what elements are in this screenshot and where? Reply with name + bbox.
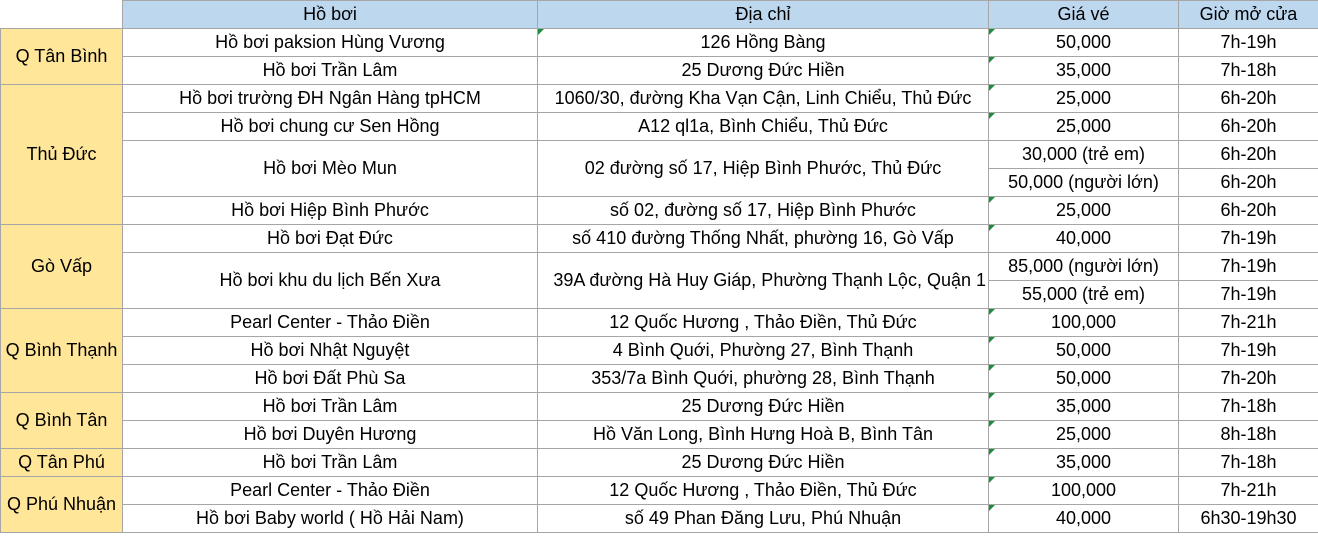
pool-name-cell[interactable]: Hồ bơi paksion Hùng Vương bbox=[123, 29, 538, 57]
price-cell[interactable]: 100,000 bbox=[989, 309, 1179, 337]
pool-name-cell[interactable]: Pearl Center - Thảo Điền bbox=[123, 477, 538, 505]
hours-cell[interactable]: 6h-20h bbox=[1179, 169, 1318, 197]
hours-cell[interactable]: 8h-18h bbox=[1179, 421, 1318, 449]
price-cell[interactable]: 50,000 bbox=[989, 365, 1179, 393]
price-cell[interactable]: 25,000 bbox=[989, 421, 1179, 449]
price-cell[interactable]: 85,000 (người lớn) bbox=[989, 253, 1179, 281]
table-row bbox=[1, 421, 1318, 449]
hours-cell[interactable]: 6h-20h bbox=[1179, 113, 1318, 141]
table-row bbox=[1, 253, 1318, 281]
address-cell[interactable]: 353/7a Bình Quới, phường 28, Bình Thạnh bbox=[538, 365, 989, 393]
address-cell[interactable]: 02 đường số 17, Hiệp Bình Phước, Thủ Đức bbox=[538, 141, 989, 197]
district-cell-tan-phu[interactable]: Q Tân Phú bbox=[1, 449, 123, 477]
price-cell[interactable]: 50,000 (người lớn) bbox=[989, 169, 1179, 197]
district-cell-phu-nhuan[interactable]: Q Phú Nhuận bbox=[1, 477, 123, 533]
address-cell[interactable]: số 02, đường số 17, Hiệp Bình Phước bbox=[538, 197, 989, 225]
district-cell-binh-tan[interactable]: Q Bình Tân bbox=[1, 393, 123, 449]
pool-name-cell[interactable]: Hồ bơi Đạt Đức bbox=[123, 225, 538, 253]
table-row bbox=[1, 29, 1318, 57]
price-cell[interactable]: 100,000 bbox=[989, 477, 1179, 505]
hours-cell[interactable]: 7h-18h bbox=[1179, 393, 1318, 421]
hours-cell[interactable]: 7h-19h bbox=[1179, 225, 1318, 253]
pool-name-cell[interactable]: Hồ bơi Trần Lâm bbox=[123, 449, 538, 477]
pool-name-cell[interactable]: Pearl Center - Thảo Điền bbox=[123, 309, 538, 337]
hours-cell[interactable]: 7h-21h bbox=[1179, 477, 1318, 505]
address-cell[interactable]: 12 Quốc Hương , Thảo Điền, Thủ Đức bbox=[538, 309, 989, 337]
pool-name-cell[interactable]: Hồ bơi chung cư Sen Hồng bbox=[123, 113, 538, 141]
price-cell[interactable]: 50,000 bbox=[989, 29, 1179, 57]
pool-name-cell[interactable]: Hồ bơi Trần Lâm bbox=[123, 57, 538, 85]
price-cell[interactable]: 35,000 bbox=[989, 57, 1179, 85]
header-row bbox=[1, 1, 1318, 29]
table-row bbox=[1, 113, 1318, 141]
address-cell[interactable]: 25 Dương Đức Hiền bbox=[538, 57, 989, 85]
header-price[interactable]: Giá vé bbox=[989, 1, 1179, 29]
address-cell[interactable]: 39A đường Hà Huy Giáp, Phường Thạnh Lộc, Quận 1 bbox=[538, 253, 989, 309]
table-row bbox=[1, 477, 1318, 505]
hours-cell[interactable]: 7h-21h bbox=[1179, 309, 1318, 337]
pool-name-cell[interactable]: Hồ bơi Baby world ( Hồ Hải Nam) bbox=[123, 505, 538, 533]
address-cell[interactable]: 25 Dương Đức Hiền bbox=[538, 393, 989, 421]
table-row bbox=[1, 141, 1318, 169]
table-row bbox=[1, 85, 1318, 113]
address-cell[interactable]: A12 ql1a, Bình Chiểu, Thủ Đức bbox=[538, 113, 989, 141]
pool-name-cell[interactable]: Hồ bơi Mèo Mun bbox=[123, 141, 538, 197]
hours-cell[interactable]: 7h-20h bbox=[1179, 365, 1318, 393]
pool-name-cell[interactable]: Hồ bơi khu du lịch Bến Xưa bbox=[123, 253, 538, 309]
hours-cell[interactable]: 6h-20h bbox=[1179, 85, 1318, 113]
price-cell[interactable]: 40,000 bbox=[989, 225, 1179, 253]
pool-name-cell[interactable]: Hồ bơi Nhật Nguyệt bbox=[123, 337, 538, 365]
header-pool-name[interactable]: Hồ bơi bbox=[123, 1, 538, 29]
address-cell[interactable]: 25 Dương Đức Hiền bbox=[538, 449, 989, 477]
address-cell[interactable]: số 49 Phan Đăng Lưu, Phú Nhuận bbox=[538, 505, 989, 533]
hours-cell[interactable]: 7h-19h bbox=[1179, 281, 1318, 309]
price-cell[interactable]: 30,000 (trẻ em) bbox=[989, 141, 1179, 169]
table-row bbox=[1, 337, 1318, 365]
price-cell[interactable]: 25,000 bbox=[989, 85, 1179, 113]
hours-cell[interactable]: 7h-18h bbox=[1179, 57, 1318, 85]
pool-name-cell[interactable]: Hồ bơi Duyên Hương bbox=[123, 421, 538, 449]
district-cell-tan-binh[interactable]: Q Tân Bình bbox=[1, 29, 123, 85]
table-row bbox=[1, 197, 1318, 225]
district-cell-binh-thanh[interactable]: Q Bình Thạnh bbox=[1, 309, 123, 393]
hours-cell[interactable]: 6h-20h bbox=[1179, 141, 1318, 169]
price-cell[interactable]: 40,000 bbox=[989, 505, 1179, 533]
hours-cell[interactable]: 6h30-19h30 bbox=[1179, 505, 1318, 533]
table-row bbox=[1, 225, 1318, 253]
pool-name-cell[interactable]: Hồ bơi Đất Phù Sa bbox=[123, 365, 538, 393]
price-cell[interactable]: 35,000 bbox=[989, 393, 1179, 421]
price-cell[interactable]: 25,000 bbox=[989, 113, 1179, 141]
hours-cell[interactable]: 7h-19h bbox=[1179, 253, 1318, 281]
hours-cell[interactable]: 7h-18h bbox=[1179, 449, 1318, 477]
hours-cell[interactable]: 6h-20h bbox=[1179, 197, 1318, 225]
price-cell[interactable]: 55,000 (trẻ em) bbox=[989, 281, 1179, 309]
table-row bbox=[1, 393, 1318, 421]
address-cell[interactable]: 126 Hồng Bàng bbox=[538, 29, 989, 57]
table-row bbox=[1, 309, 1318, 337]
corner-cell[interactable] bbox=[1, 1, 123, 29]
pool-name-cell[interactable]: Hồ bơi trường ĐH Ngân Hàng tpHCM bbox=[123, 85, 538, 113]
hours-cell[interactable]: 7h-19h bbox=[1179, 337, 1318, 365]
table-row bbox=[1, 57, 1318, 85]
hours-cell[interactable]: 7h-19h bbox=[1179, 29, 1318, 57]
address-cell[interactable]: số 410 đường Thống Nhất, phường 16, Gò Vấp bbox=[538, 225, 989, 253]
address-cell[interactable]: 12 Quốc Hương , Thảo Điền, Thủ Đức bbox=[538, 477, 989, 505]
address-cell[interactable]: Hồ Văn Long, Bình Hưng Hoà B, Bình Tân bbox=[538, 421, 989, 449]
pool-name-cell[interactable]: Hồ bơi Trần Lâm bbox=[123, 393, 538, 421]
table-row bbox=[1, 365, 1318, 393]
header-hours[interactable]: Giờ mở cửa bbox=[1179, 1, 1318, 29]
price-cell[interactable]: 50,000 bbox=[989, 337, 1179, 365]
district-cell-go-vap[interactable]: Gò Vấp bbox=[1, 225, 123, 309]
pool-name-cell[interactable]: Hồ bơi Hiệp Bình Phước bbox=[123, 197, 538, 225]
address-cell[interactable]: 1060/30, đường Kha Vạn Cận, Linh Chiểu, Thủ Đức bbox=[538, 85, 989, 113]
table-row bbox=[1, 505, 1318, 533]
price-cell[interactable]: 25,000 bbox=[989, 197, 1179, 225]
address-cell[interactable]: 4 Bình Quới, Phường 27, Bình Thạnh bbox=[538, 337, 989, 365]
price-cell[interactable]: 35,000 bbox=[989, 449, 1179, 477]
district-cell-thu-duc[interactable]: Thủ Đức bbox=[1, 85, 123, 225]
table-row bbox=[1, 449, 1318, 477]
header-address[interactable]: Địa chỉ bbox=[538, 1, 989, 29]
